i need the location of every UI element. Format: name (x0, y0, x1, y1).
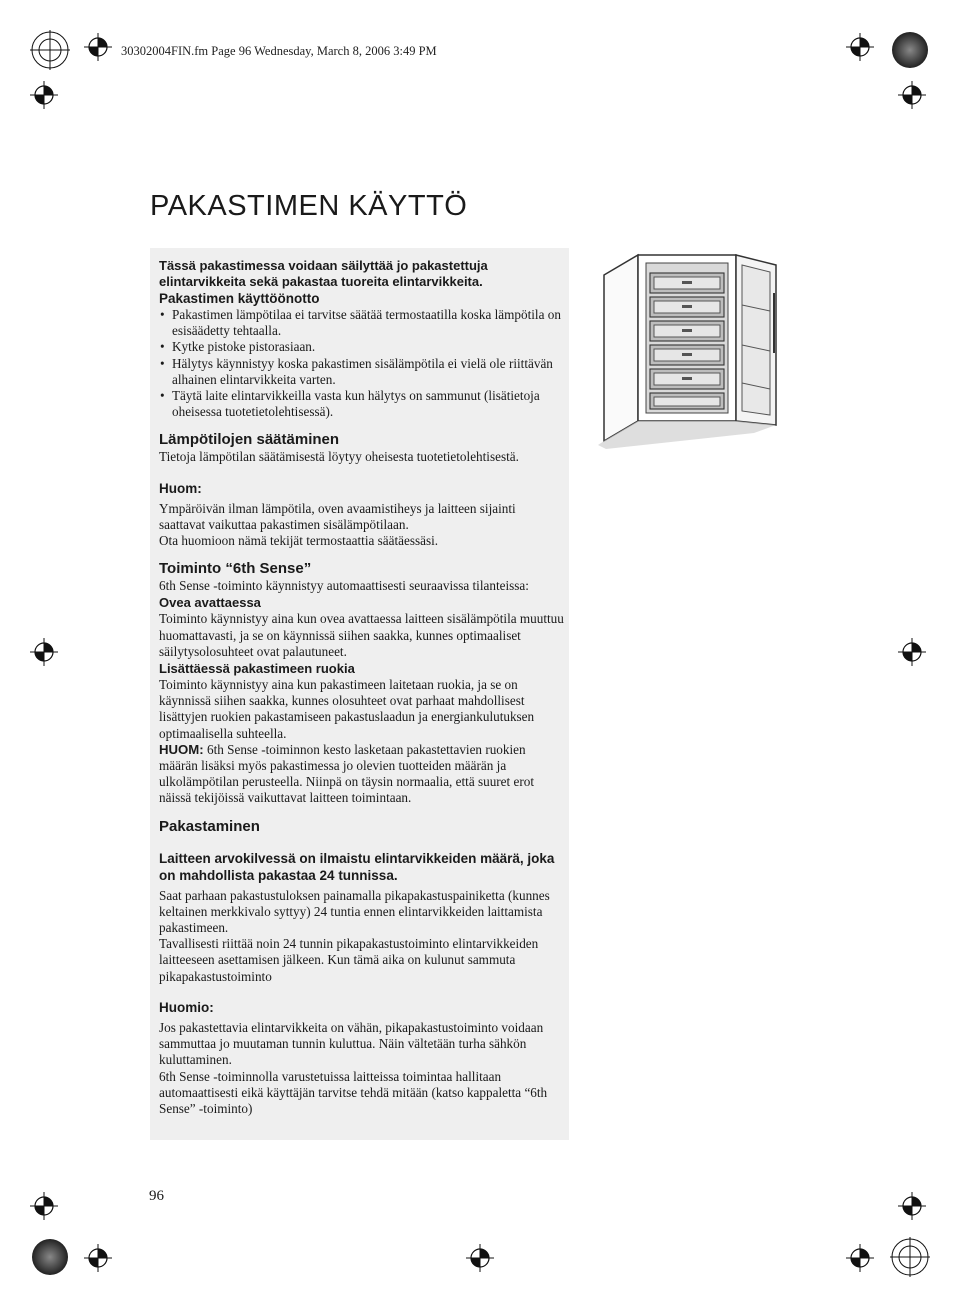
bullet-item: • Kytke pistoke pistorasiaan. (160, 339, 316, 355)
freezing-bold-note: Laitteen arvokilvessä on ilmaistu elintarvikkeiden määrä, joka on mahdollista pakastaa 24 tunnissa. (159, 850, 555, 883)
bullet-item: • Täytä laite elintarvikkeilla vasta kun hälytys on sammunut (lisätietoja oheisessa tuotetietolehtisessä). (160, 388, 540, 420)
huom-label: HUOM: (159, 741, 204, 757)
crosshair-mark (466, 1244, 494, 1272)
note-text: Ympäröivän ilman lämpötila, oven avaamistiheys ja laitteen sijainti saattavat vaikuttaa pakastimen sisälämpötilaan. (159, 500, 516, 532)
freezing-text: Saat parhaan pakastustuloksen painamalla pikapakastuspainiketta (kunnes keltainen merkkivalo syttyy) 24 tuntia ennen elintarvikkeiden laittamista pakastimeen. (159, 887, 550, 936)
sixth-sense-heading: Toiminto “6th Sense” (159, 560, 312, 578)
freezing-text: Tavallisesti riittää noin 24 tunnin pikapakastustoiminto elintarvikkeiden laitteeseen asettamisen jälkeen. Kun tämä aika on kulunut sammuta pikapakastustoiminto (159, 936, 539, 984)
startup-heading: Pakastimen käyttöönotto (159, 291, 320, 306)
intro-text: Tässä pakastimessa voidaan säilyttää jo pakastettuja elintarvikkeita sekä pakastaa tuoreita elintarvikkeita. (159, 258, 488, 289)
crosshair-mark (84, 1244, 112, 1272)
temperature-heading: Lämpötilojen säätäminen (159, 431, 340, 449)
bullet-item: • Pakastimen lämpötilaa ei tarvitse säätää termostaatilla koska lämpötila on esisäädetty tehtaalla. (160, 307, 561, 339)
page-number: 96 (149, 1188, 164, 1204)
content-column (159, 258, 565, 1117)
crosshair-mark (898, 1192, 926, 1220)
page-title: PAKASTIMEN KÄYTTÖ (150, 190, 468, 222)
huomio-text: 6th Sense -toiminnolla varustetuissa laitteissa toimintaa hallitaan automaattisesti eikä käyttäjän tarvitse tehdä mitään (katso kappaletta “6th Sense” -toiminto) (159, 1068, 548, 1116)
huom-text: 6th Sense -toiminnon kesto lasketaan pakastettavien ruokien määrän lisäksi myös pakastimessa jo olevien tuotteiden määrän ja ulkolämpötilan perusteella. Niinpä on täysin normaalia, että suuret erot näissä tekijöissä vaikuttavat laitteen toimintaan. (159, 741, 535, 806)
food-heading: Lisättäessä pakastimeen ruokia (159, 661, 355, 677)
door-text: Toiminto käynnistyy aina kun ovea avattaessa laitteen sisälämpötila muuttuu huomattavasti, ja se on käynnissä siihen saakka, kunnes optimaaliset säilytysolosuhteet ovat palautuneet. (159, 611, 564, 659)
crosshair-mark (846, 1244, 874, 1272)
food-text: Toiminto käynnistyy aina kun pakastimeen laitetaan ruokia, ja se on käynnissä siihen saakka, kunnes olosuhteet ovat parhaat mahdollisest lisättyjen ruokien pakastamiseen pakastuslaadun ja energiankulutuksen optimaalisella suhteella. (159, 677, 535, 741)
bullet-item: • Hälytys käynnistyy koska pakastimen sisälämpötila ei vielä ole riittävän alhainen elintarvikkeita varten. (160, 355, 553, 387)
crosshair-mark (30, 1192, 58, 1220)
note-heading: Huom: (159, 480, 202, 496)
crosshair-mark (898, 638, 926, 666)
note-text: Ota huomioon nämä tekijät termostaattia säätäessäsi. (159, 533, 439, 549)
color-patch-mark (30, 1237, 70, 1277)
registration-circle-mark (890, 1237, 930, 1277)
freezer-illustration (594, 253, 924, 453)
crosshair-mark (30, 638, 58, 666)
print-header: 30302004FIN.fm Page 96 Wednesday, March 8, 2006 3:49 PM (121, 44, 437, 58)
registration-circle-mark (30, 30, 70, 70)
door-heading: Ovea avattaessa (159, 595, 261, 611)
temperature-text: Tietoja lämpötilan säätämisestä löytyy oheisesta tuotetietolehtisestä. (159, 449, 519, 465)
huom-paragraph (159, 742, 565, 807)
crosshair-mark (898, 81, 926, 109)
crosshair-mark (30, 81, 58, 109)
color-patch-mark (890, 30, 930, 70)
freezing-heading: Pakastaminen (159, 817, 260, 835)
crosshair-mark (84, 33, 112, 61)
huomio-heading: Huomio: (159, 999, 214, 1015)
sixth-sense-intro: 6th Sense -toiminto käynnistyy automaattisesti seuraavissa tilanteissa: (159, 578, 529, 594)
crosshair-mark (846, 33, 874, 61)
huomio-text: Jos pakastettavia elintarvikkeita on vähän, pikapakastustoiminto voidaan sammuttaa jo muutaman tunnin kuluttua. Näin vältetään turha sähkön kuluttaminen. (159, 1019, 544, 1068)
